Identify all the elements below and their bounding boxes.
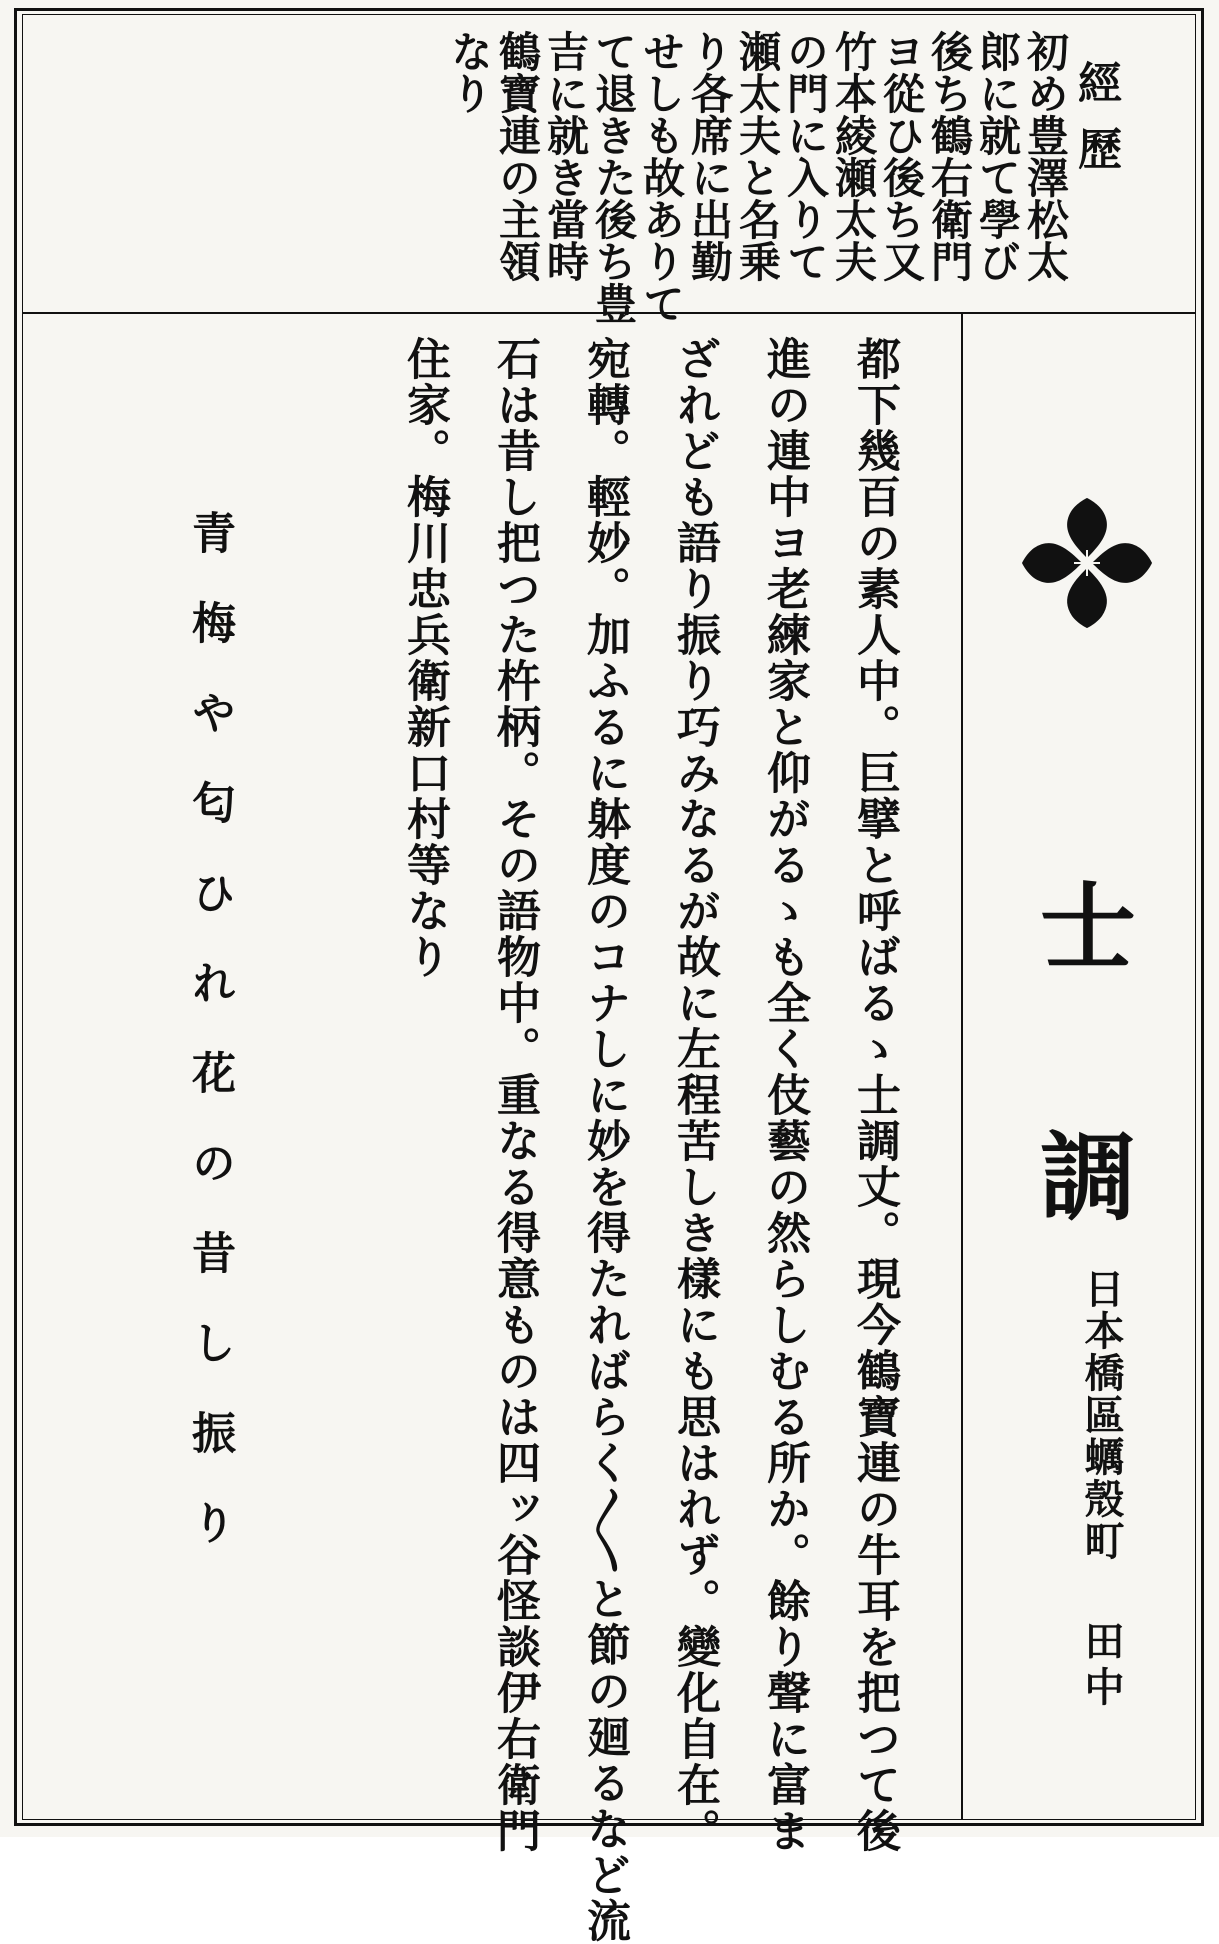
keireki-line: 鶴寶連の主領 (493, 30, 542, 282)
address: 日本橋區蠣殼町 (1078, 1268, 1125, 1562)
section-divider-vertical (961, 314, 963, 1820)
keireki-line: ヨ從ひ後ち又 (877, 30, 926, 282)
article-line: 都下幾百の素人中。巨擘と呼ばるゝ士調丈。現今鶴寶連の牛耳を把つて後 (849, 336, 900, 1854)
main-article (379, 336, 919, 1944)
keireki-label: 經歷 (1070, 60, 1121, 192)
keireki-line: せしも故ありて (637, 30, 686, 324)
keireki-line: 竹本綾瀬太夫 (829, 30, 878, 282)
keireki-line: 初め豊澤松太 (1021, 30, 1070, 282)
family-crest-icon (1012, 488, 1162, 638)
keireki-line: 郎に就て學び (973, 30, 1022, 282)
keireki-body (445, 30, 1070, 324)
family-name: 田中 (1078, 1620, 1125, 1712)
article-line: ざれども語り振り巧みなるが故に左程苦しき樣にも思はれず。變化自在。 (669, 336, 720, 1854)
performer-name-title-1: 士 (1040, 871, 1136, 984)
keireki-line: の門に入りて (781, 30, 830, 282)
article-line: 宛轉。輕妙。加ふるに躰度のコナしに妙を得たればらく〳〵と節の廻るなど流 (579, 336, 630, 1944)
haiku-poem: 青梅や匂ひれ花の昔し振り (184, 510, 235, 1590)
performer-name-title-2: 調 (1040, 1121, 1136, 1234)
article-line: 石は昔し把つた杵柄。その語物中。重なる得意ものは四ッ谷怪談伊右衛門 (489, 336, 540, 1854)
keireki-line: 吉に就き當時 (541, 30, 590, 282)
article-line: 進の連中ヨ老練家と仰がるゝも全く伎藝の然らしむる所か。餘り聲に富ま (759, 336, 810, 1854)
keireki-line: て退きた後ち豊 (589, 30, 638, 324)
article-line: 住家。梅川忠兵衛新口村等なり (399, 336, 450, 980)
keireki-line: 後ち鶴右衛門 (925, 30, 974, 282)
keireki-line: 瀬太夫と名乗 (733, 30, 782, 282)
keireki-line: り各席に出勤 (685, 30, 734, 282)
keireki-line: なり (445, 30, 494, 114)
